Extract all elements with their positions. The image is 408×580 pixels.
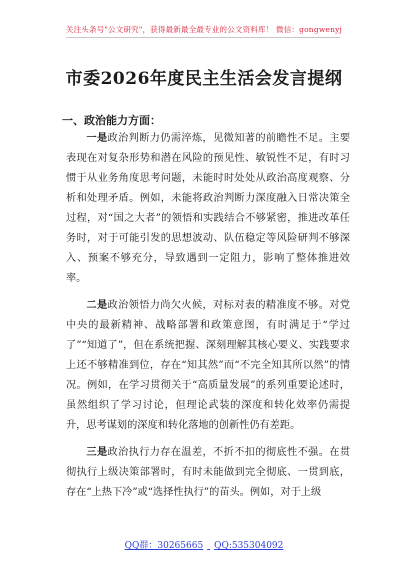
paragraph-1 <box>66 128 350 289</box>
paragraph-1-text: 政治判断力仍需淬炼，见微知著的前瞻性不足。主要表现在对复杂形势和潜在风险的预见性、敏锐性不足，有时习惯于从业务角度思考问题，未能时时处处从政治高度观察、分析和处理矛盾。例如，未能将政治判断力深度融入日常决策全过程，对“国之大者”的领悟和实践结合不够紧密，推进改革任务时，对于可能引发的思想波动、队伍稳定等风险研判不够深入、预案不够充分，导致遇到一定阻力，影响了整体推进效率。 <box>66 133 351 284</box>
paragraph-3-lead: 三是 <box>86 446 108 458</box>
paragraph-2-lead: 二是 <box>86 299 108 311</box>
footer-qq[interactable]: QQ:535304092 <box>214 541 284 551</box>
paragraph-1-lead: 一是 <box>86 132 108 144</box>
footer-qq-group[interactable]: QQ群：30265665 <box>124 541 204 551</box>
paragraph-3-text: 政治执行力存在温差，不折不扣的彻底性不强。在贯彻执行上级决策部署时，有时未能做到完全彻底、一贯到底，存在“上热下冷”或“选择性执行”的苗头。例如，对于上级 <box>66 447 351 498</box>
footer-contact <box>0 538 408 551</box>
header-note: 关注头条号"公文研究"，获得最新最全最专业的公文资料库！ 微信：gongwenyj <box>65 25 343 34</box>
section-heading: 一、政治能力方面： <box>62 114 161 127</box>
paragraph-3 <box>66 442 350 503</box>
document-title: 市委2026年度民主生活会发言提纲 <box>65 69 343 89</box>
paragraph-2-text: 政治领悟力尚欠火候，对标对表的精准度不够。对党中央的最新精神、战略部署和政策意图，有时满足于“学过了”“知道了”，但在系统把握、深刻理解其核心要义、实践要求上还不够精准到位，存在“知其然”而“不完全知其所以然”的情况。例如，在学习贯彻关于“高质量发展”的系列重要论述时，虽然组织了学习讨论，但理论武装的深度和转化效率仍需提升，思考谋划的深度和转化落地的创新性仍有差距。 <box>66 300 351 431</box>
paragraph-2 <box>66 295 350 436</box>
header-divider <box>66 37 340 38</box>
document-body <box>66 128 350 509</box>
